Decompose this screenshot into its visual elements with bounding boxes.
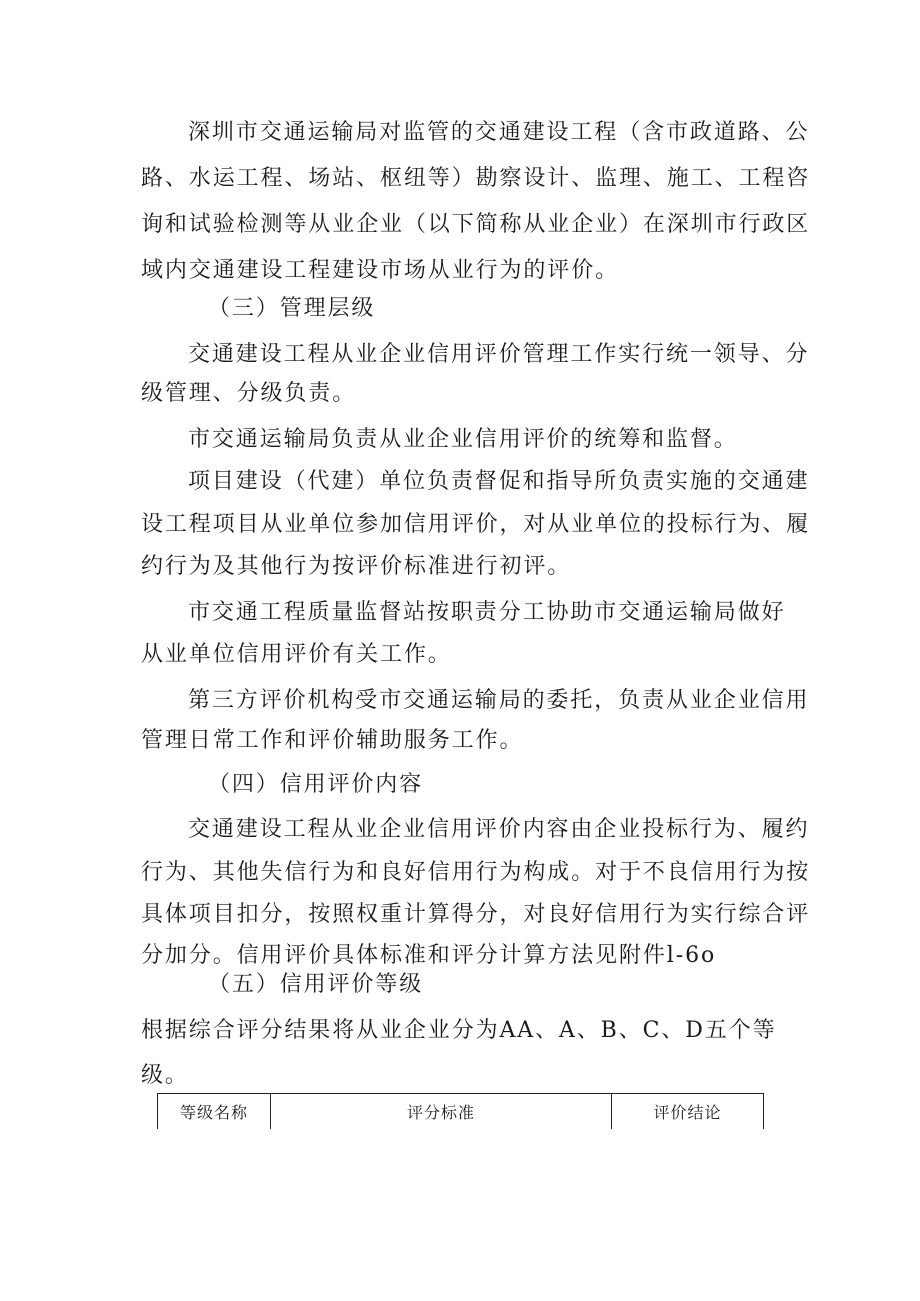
paragraph-line: 行为、其他失信行为和良好信用行为构成。对于不良信用行为按 (141, 860, 811, 885)
paragraph-line: 分加分。信用评价具体标准和评分计算方法见附件l-6o (141, 943, 717, 968)
section-heading: （四）信用评价内容 (208, 772, 424, 797)
section-heading: （三）管理层级 (208, 296, 376, 321)
paragraph-line: 交通建设工程从业企业信用评价管理工作实行统一领导、分 (188, 342, 810, 367)
paragraph-line: 级。 (141, 1063, 189, 1088)
paragraph-line: 级管理、分级负责。 (141, 381, 357, 406)
table-header-row (158, 1094, 764, 1130)
paragraph-line: 市交通工程质量监督站按职责分工协助市交通运输局做好 (188, 600, 786, 625)
evaluation-conclusion-header: 评价结论 (612, 1094, 764, 1130)
paragraph-line: 管理日常工作和评价辅助服务工作。 (141, 728, 524, 753)
paragraph-line: 路、水运工程、场站、枢纽等）勘察设计、监理、施工、工程咨 (141, 166, 811, 191)
paragraph-line: 设工程项目从业单位参加信用评价，对从业单位的投标行为、履 (141, 512, 811, 537)
paragraph-line: 市交通运输局负责从业企业信用评价的统筹和监督。 (188, 427, 738, 452)
paragraph-line: 项目建设（代建）单位负责督促和指导所负责实施的交通建 (188, 469, 810, 494)
paragraph-line: 交通建设工程从业企业信用评价内容由企业投标行为、履约 (188, 817, 810, 842)
paragraph-line: 从业单位信用评价有关工作。 (141, 642, 452, 667)
credit-grade-table (157, 1093, 764, 1129)
paragraph-line: 根据综合评分结果将从业企业分为AA、A、B、C、D五个等 (141, 1018, 777, 1043)
section-heading: （五）信用评价等级 (208, 972, 424, 997)
scoring-standard-header: 评分标准 (271, 1094, 612, 1130)
grade-name-header: 等级名称 (158, 1094, 271, 1130)
paragraph-line: 约行为及其他行为按评价标准进行初评。 (141, 554, 572, 579)
paragraph-line: 深圳市交通运输局对监管的交通建设工程（含市政道路、公 (188, 120, 810, 145)
paragraph-line: 具体项目扣分，按照权重计算得分，对良好信用行为实行综合评 (141, 902, 811, 927)
paragraph-line: 域内交通建设工程建设市场从业行为的评价。 (141, 258, 620, 283)
paragraph-line: 第三方评价机构受市交通运输局的委托，负责从业企业信用 (188, 688, 810, 713)
paragraph-line: 询和试验检测等从业企业（以下简称从业企业）在深圳市行政区 (141, 212, 811, 237)
